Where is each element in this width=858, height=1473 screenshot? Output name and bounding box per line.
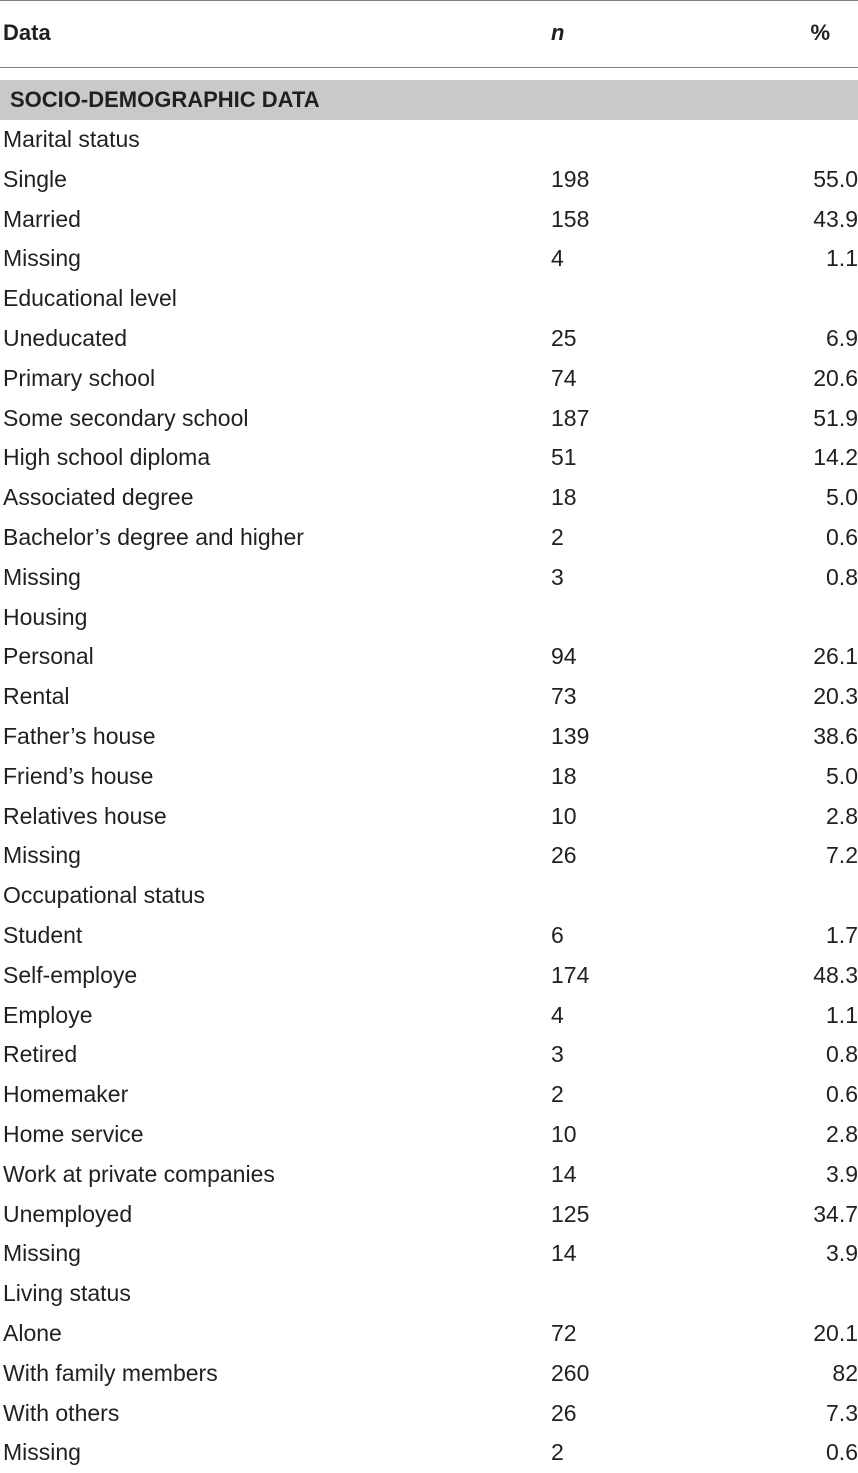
table-row: [0, 797, 858, 837]
row-label: Student: [3, 921, 83, 948]
row-percent: 48.3: [813, 961, 858, 988]
table-row: [0, 637, 858, 677]
row-n: 14: [551, 1160, 577, 1187]
table-row: [0, 558, 858, 598]
table-row: [0, 956, 858, 996]
row-n: 2: [551, 1439, 564, 1466]
row-n: 174: [551, 961, 590, 988]
row-label: Home service: [3, 1120, 144, 1147]
table-header: [0, 1, 858, 67]
row-label: Bachelor’s degree and higher: [3, 523, 304, 550]
row-n: 4: [551, 1001, 564, 1028]
row-label: Missing: [3, 1240, 81, 1267]
row-label: Unemployed: [3, 1200, 133, 1227]
row-percent: 7.2: [826, 842, 858, 869]
row-n: 25: [551, 324, 577, 351]
row-percent: 0.8: [826, 1041, 858, 1068]
table-row: [0, 359, 858, 399]
header-bottom-rule: [0, 67, 858, 68]
table-row: [0, 120, 858, 160]
row-percent: 2.8: [826, 1120, 858, 1147]
row-label: Primary school: [3, 364, 156, 391]
row-n: 2: [551, 523, 564, 550]
header-data: Data: [3, 20, 51, 45]
row-n: 51: [551, 444, 577, 471]
table-row: [0, 677, 858, 717]
table-row: [0, 836, 858, 876]
row-n: 2: [551, 1081, 564, 1108]
row-label: Relatives house: [3, 802, 167, 829]
row-n: 3: [551, 563, 564, 590]
row-percent: 51.9: [813, 404, 858, 431]
row-label: Single: [3, 165, 67, 192]
row-n: 73: [551, 683, 577, 710]
table-row: [0, 1115, 858, 1155]
row-n: 139: [551, 722, 590, 749]
row-n: 18: [551, 762, 577, 789]
table-row: [0, 438, 858, 478]
table-row: [0, 239, 858, 279]
row-label: Uneducated: [3, 324, 128, 351]
row-label: Married: [3, 205, 81, 232]
row-n: 198: [551, 165, 590, 192]
table-row: [0, 160, 858, 200]
row-percent: 0.8: [826, 563, 858, 590]
row-percent: 43.9: [813, 205, 858, 232]
row-n: 72: [551, 1319, 577, 1346]
row-label: Friend’s house: [3, 762, 154, 789]
row-percent: 5.0: [826, 762, 858, 789]
row-percent: 82: [832, 1359, 858, 1386]
table-row: [0, 757, 858, 797]
row-percent: 0.6: [826, 1081, 858, 1108]
table-row: [0, 518, 858, 558]
row-percent: 3.9: [826, 1160, 858, 1187]
row-n: 10: [551, 1120, 577, 1147]
row-percent: 0.6: [826, 1439, 858, 1466]
row-label: Retired: [3, 1041, 78, 1068]
table-row: [0, 399, 858, 439]
table-row: [0, 717, 858, 757]
row-percent: 3.9: [826, 1240, 858, 1267]
table-row: [0, 1394, 858, 1434]
header-percent: %: [810, 20, 830, 45]
row-n: 26: [551, 842, 577, 869]
section-header: [0, 80, 858, 120]
row-percent: 34.7: [813, 1200, 858, 1227]
row-label: Missing: [3, 842, 81, 869]
table-row: [0, 1274, 858, 1314]
row-percent: 7.3: [826, 1399, 858, 1426]
row-n: 158: [551, 205, 590, 232]
row-label: High school diploma: [3, 444, 211, 471]
table-row: [0, 319, 858, 359]
row-label: Self-employe: [3, 961, 138, 988]
row-percent: 2.8: [826, 802, 858, 829]
table-body: [0, 120, 858, 1473]
table-row: [0, 200, 858, 240]
row-label: Some secondary school: [3, 404, 249, 431]
row-label: Missing: [3, 1439, 81, 1466]
table-row: [0, 1433, 858, 1473]
row-label: Alone: [3, 1319, 62, 1346]
row-n: 125: [551, 1200, 590, 1227]
row-label: Living status: [3, 1280, 131, 1307]
row-percent: 38.6: [813, 722, 858, 749]
row-n: 4: [551, 245, 564, 272]
row-label: With others: [3, 1399, 120, 1426]
row-n: 14: [551, 1240, 577, 1267]
table-row: [0, 1314, 858, 1354]
table-row: [0, 598, 858, 638]
header-n: n: [551, 20, 565, 45]
row-percent: 20.1: [813, 1319, 858, 1346]
row-label: Associated degree: [3, 484, 194, 511]
row-percent: 14.2: [813, 444, 858, 471]
table-row: [0, 1035, 858, 1075]
table-row: [0, 279, 858, 319]
row-percent: 26.1: [813, 643, 858, 670]
table-row: [0, 996, 858, 1036]
table-row: [0, 1195, 858, 1235]
table-row: [0, 1234, 858, 1274]
row-n: 26: [551, 1399, 577, 1426]
row-percent: 55.0: [813, 165, 858, 192]
table-row: [0, 1075, 858, 1115]
row-label: Occupational status: [3, 882, 206, 909]
row-percent: 6.9: [826, 324, 858, 351]
row-n: 74: [551, 364, 577, 391]
section-title: SOCIO-DEMOGRAPHIC DATA: [10, 87, 320, 112]
row-label: Work at private companies: [3, 1160, 275, 1187]
row-n: 187: [551, 404, 590, 431]
row-n: 260: [551, 1359, 590, 1386]
row-label: Employe: [3, 1001, 93, 1028]
row-label: Housing: [3, 603, 88, 630]
row-percent: 1.1: [826, 1001, 858, 1028]
row-label: Rental: [3, 683, 70, 710]
row-percent: 0.6: [826, 523, 858, 550]
row-percent: 1.7: [826, 921, 858, 948]
row-n: 94: [551, 643, 577, 670]
row-percent: 5.0: [826, 484, 858, 511]
row-percent: 20.3: [813, 683, 858, 710]
row-label: Homemaker: [3, 1081, 129, 1108]
row-percent: 20.6: [813, 364, 858, 391]
row-label: Personal: [3, 643, 94, 670]
row-label: With family members: [3, 1359, 218, 1386]
row-n: 6: [551, 921, 564, 948]
row-n: 18: [551, 484, 577, 511]
row-label: Missing: [3, 563, 81, 590]
row-n: 10: [551, 802, 577, 829]
row-percent: 1.1: [826, 245, 858, 272]
table-row: [0, 478, 858, 518]
table-row: [0, 916, 858, 956]
row-label: Marital status: [3, 126, 140, 152]
table-row: [0, 1354, 858, 1394]
table-row: [0, 876, 858, 916]
row-n: 3: [551, 1041, 564, 1068]
row-label: Father’s house: [3, 722, 156, 749]
row-label: Educational level: [3, 285, 177, 312]
row-label: Missing: [3, 245, 81, 272]
table-row: [0, 1155, 858, 1195]
